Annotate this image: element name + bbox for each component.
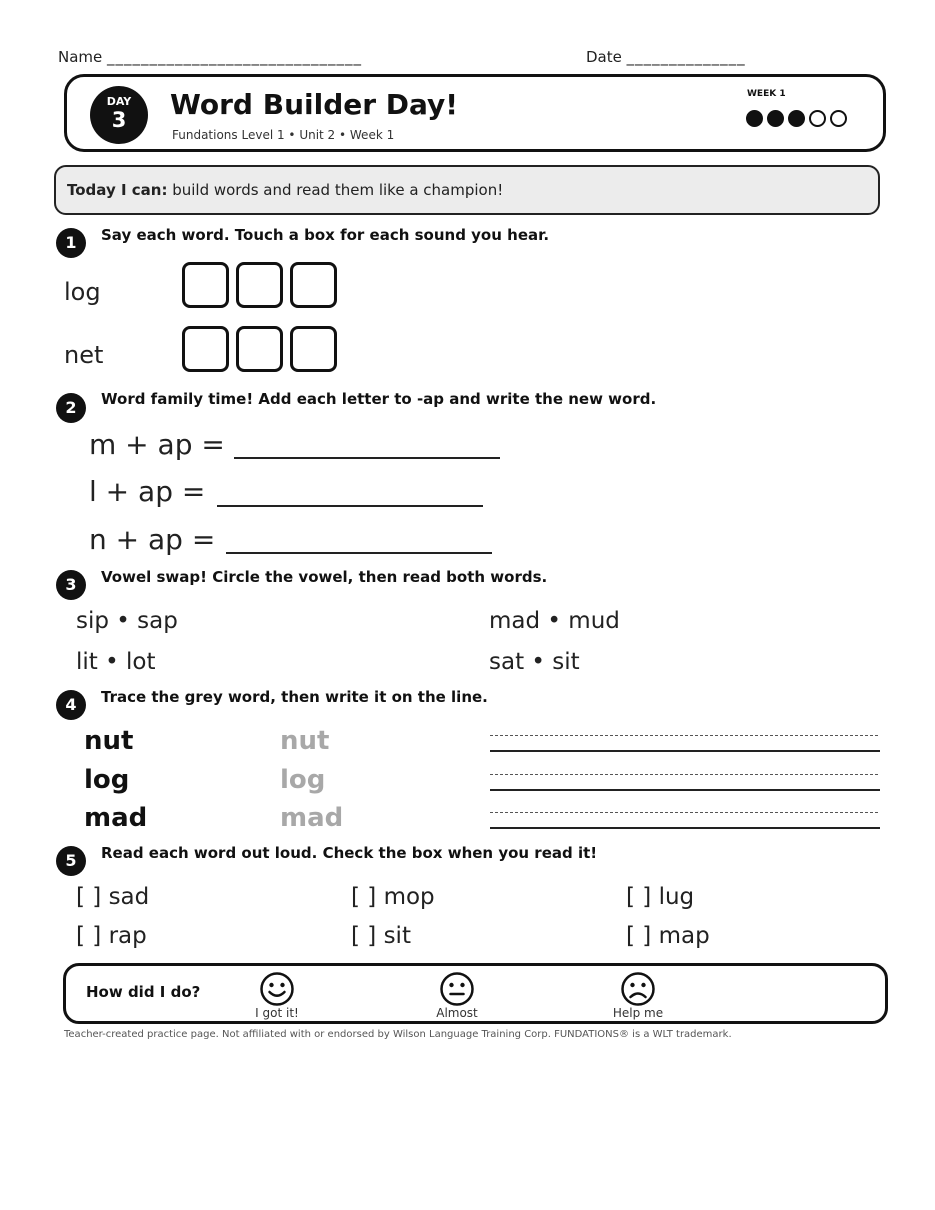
section-2-number: 2 [56,393,86,423]
section-1-number: 1 [56,228,86,258]
writing-line[interactable] [490,789,880,791]
day-badge [90,86,148,144]
page-subtitle: Fundations Level 1 • Unit 2 • Week 1 [172,128,395,142]
sound-box[interactable] [236,262,283,308]
sound-box[interactable] [290,262,337,308]
answer-line-2[interactable] [217,505,483,507]
sound-word-1: log [64,278,101,306]
writing-guide-line [490,774,878,775]
section-2-instruction: Word family time! Add each letter to -ap and write the new word. [101,390,657,408]
equation-3: n + ap = [89,523,216,556]
writing-guide-line [490,812,878,813]
trace-word: mad [84,803,148,833]
progress-dot-filled [788,110,805,127]
sound-box[interactable] [182,326,229,372]
date-field[interactable] [586,48,746,66]
neutral-face-icon [439,971,475,1007]
word-pair[interactable]: mad • mud [489,608,620,634]
sound-box[interactable] [236,326,283,372]
read-checkbox-item[interactable]: [ ] sad [76,884,150,910]
disclaimer: Teacher-created practice page. Not affiliated with or endorsed by Wilson Language Training Corp. FUNDATIONS® is a WLT trademark. [64,1029,732,1040]
goal-text [67,181,503,199]
section-4-instruction: Trace the grey word, then write it on the line. [101,688,488,706]
page-title: Word Builder Day! [170,88,459,121]
day-label: DAY [106,95,132,108]
sound-word-2: net [64,341,104,369]
name-label: Name [58,48,103,66]
goal-body: build words and read them like a champion! [167,181,504,199]
section-1-instruction: Say each word. Touch a box for each sound you hear. [101,226,550,244]
sound-box[interactable] [290,326,337,372]
read-checkbox-item[interactable]: [ ] mop [351,884,435,910]
section-5-number: 5 [56,846,86,876]
answer-line-1[interactable] [234,457,500,459]
word-pair[interactable]: sip • sap [76,608,178,634]
trace-word: nut [84,726,134,756]
progress-dot-filled [767,110,784,127]
reflection-question: How did I do? [86,983,201,1001]
word-pair[interactable]: lit • lot [76,649,156,675]
reflection-label-got-it: I got it! [255,1006,299,1020]
day-number: 3 [111,108,127,132]
week-label: WEEK 1 [747,89,786,99]
reflection-label-help-me: Help me [612,1006,664,1020]
section-5-instruction: Read each word out loud. Check the box when you read it! [101,844,598,862]
reflection-option-got-it[interactable] [259,971,295,1011]
name-field[interactable] [58,48,362,66]
writing-line[interactable] [490,750,880,752]
reflection-option-almost[interactable] [439,971,475,1011]
sound-box[interactable] [182,262,229,308]
equation-2: l + ap = [89,475,206,508]
date-label: Date [586,48,622,66]
name-blank: ______________________________ [107,48,363,66]
progress-dot-filled [746,110,763,127]
equation-1: m + ap = [89,428,225,461]
reflection-option-help-me[interactable] [620,971,656,1011]
section-3-number: 3 [56,570,86,600]
writing-guide-line [490,735,878,736]
section-3-instruction: Vowel swap! Circle the vowel, then read both words. [101,568,548,586]
trace-word: log [84,765,130,795]
progress-dot-empty [809,110,826,127]
read-checkbox-item[interactable]: [ ] map [626,923,710,949]
read-checkbox-item[interactable]: [ ] lug [626,884,695,910]
word-pair[interactable]: sat • sit [489,649,580,675]
writing-line[interactable] [490,827,880,829]
read-checkbox-item[interactable]: [ ] rap [76,923,147,949]
date-blank: ______________ [626,48,746,66]
grey-trace-word[interactable]: mad [280,803,344,833]
smile-face-icon [259,971,295,1007]
grey-trace-word[interactable]: nut [280,726,330,756]
reflection-label-almost: Almost [436,1006,478,1020]
answer-line-3[interactable] [226,552,492,554]
week-progress-dots [746,110,847,127]
goal-prefix: Today I can: [67,181,168,199]
read-checkbox-item[interactable]: [ ] sit [351,923,411,949]
progress-dot-empty [830,110,847,127]
frown-face-icon [620,971,656,1007]
grey-trace-word[interactable]: log [280,765,326,795]
section-4-number: 4 [56,690,86,720]
